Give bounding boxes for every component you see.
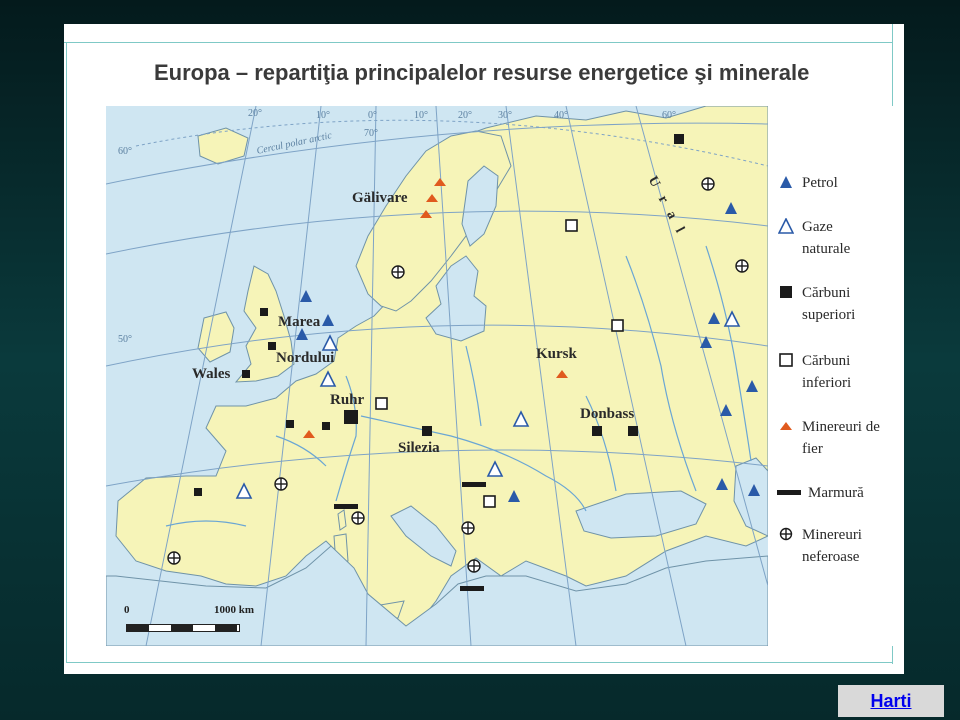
- hard-coal-marker: [628, 426, 638, 436]
- non-ferrous-marker: [352, 512, 364, 524]
- hard-coal-marker: [268, 342, 276, 350]
- grid-label: 40°: [554, 110, 568, 121]
- place-label-ural: U r a l: [644, 174, 689, 239]
- frame-line: [64, 42, 892, 43]
- non-ferrous-marker: [168, 552, 180, 564]
- triangle-outline-icon: [776, 217, 796, 235]
- non-ferrous-marker: [702, 178, 714, 190]
- grid-label: 30°: [498, 110, 512, 121]
- oil-marker: [300, 290, 312, 302]
- triangle-orange-icon: [776, 417, 796, 435]
- legend-label: Gaze naturale: [802, 219, 851, 257]
- square-outline-icon: [776, 351, 796, 369]
- hard-coal-marker: [674, 134, 684, 144]
- legend-label: Marmură: [808, 485, 864, 501]
- iceland: [198, 128, 248, 164]
- grid-label: 20°: [248, 108, 262, 119]
- legend-item-marble: [776, 482, 864, 504]
- grid-label: 70°: [364, 128, 378, 139]
- place-label-wales: Wales: [192, 366, 231, 382]
- scale-distance-label: 1000 km: [214, 604, 255, 616]
- lignite-marker: [484, 496, 495, 507]
- grid-label: 60°: [662, 110, 676, 121]
- grid-label: 10°: [414, 110, 428, 121]
- place-label-kursk: Kursk: [536, 346, 577, 362]
- legend-item-oil: [776, 172, 838, 194]
- hard-coal-marker: [194, 488, 202, 496]
- scale-zero-label: 0: [124, 604, 130, 616]
- non-ferrous-marker: [736, 260, 748, 272]
- hard-coal-marker: [344, 410, 358, 424]
- map-title: Europa – repartiţia principalelor resurse energetice şi minerale: [154, 60, 810, 85]
- circle-plus-icon: [776, 525, 796, 543]
- grid-label: 20°: [458, 110, 472, 121]
- legend-item-iron-ore: [776, 416, 896, 460]
- lignite-marker: [376, 398, 387, 409]
- harti-nav-button[interactable]: Harti: [838, 685, 944, 717]
- legend-item-lignite: [776, 350, 896, 394]
- legend-label: Cărbuni superiori: [802, 285, 856, 323]
- marble-marker: [460, 586, 484, 591]
- marble-marker: [334, 504, 358, 509]
- arctic-circle-label: Cercul polar arctic: [255, 130, 333, 157]
- map-legend: [768, 106, 898, 646]
- place-label-marea: Marea: [278, 314, 321, 330]
- legend-label: Minereuri de fier: [802, 419, 880, 457]
- bar-icon: [776, 483, 802, 501]
- place-label-nordului: Nordului: [276, 350, 335, 366]
- frame-line: [66, 662, 892, 663]
- hard-coal-marker: [322, 422, 330, 430]
- oil-marker: [322, 314, 334, 326]
- marble-marker: [462, 482, 486, 487]
- non-ferrous-marker: [462, 522, 474, 534]
- hard-coal-marker: [260, 308, 268, 316]
- place-label-galivare: Gälivare: [352, 190, 408, 206]
- place-label-donbass: Donbass: [580, 406, 635, 422]
- grid-label: 10°: [316, 110, 330, 121]
- non-ferrous-marker: [468, 560, 480, 572]
- non-ferrous-marker: [392, 266, 404, 278]
- lignite-marker: [566, 220, 577, 231]
- legend-item-non-ferrous: [776, 524, 900, 568]
- legend-label: Minereuri neferoase: [802, 527, 862, 565]
- hard-coal-marker: [286, 420, 294, 428]
- legend-label: Cărbuni inferiori: [802, 353, 852, 391]
- lignite-marker: [612, 320, 623, 331]
- non-ferrous-marker: [275, 478, 287, 490]
- legend-item-hard-coal: [776, 282, 896, 326]
- triangle-filled-icon: [776, 173, 796, 191]
- place-label-ruhr: Ruhr: [330, 392, 365, 408]
- place-label-silezia: Silezia: [398, 440, 440, 456]
- corsica: [338, 510, 346, 530]
- slide-panel: [64, 24, 904, 674]
- hard-coal-marker: [422, 426, 432, 436]
- hard-coal-marker: [592, 426, 602, 436]
- grid-label: 50°: [118, 334, 132, 345]
- ireland: [198, 312, 234, 362]
- scale-ruler: [126, 624, 240, 632]
- square-filled-icon: [776, 283, 796, 301]
- legend-label: Petrol: [802, 175, 838, 191]
- grid-label: 60°: [118, 146, 132, 157]
- legend-item-gas: [776, 216, 896, 260]
- hard-coal-marker: [242, 370, 250, 378]
- europe-map: [106, 106, 768, 646]
- gas-marker: [323, 336, 337, 350]
- grid-label: 0°: [368, 110, 377, 121]
- frame-line: [66, 42, 67, 662]
